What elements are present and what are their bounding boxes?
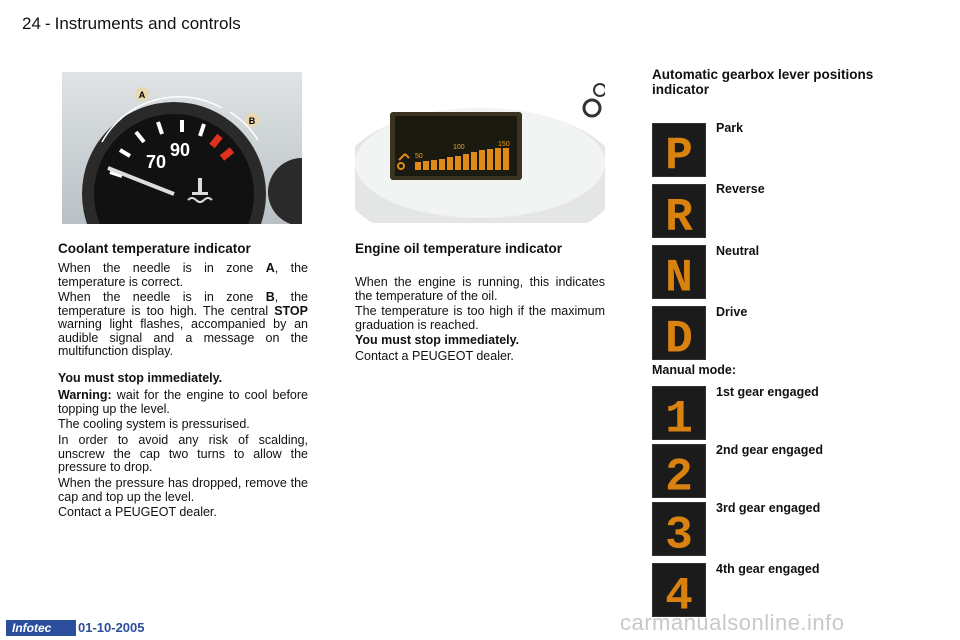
zone-a-ref: A (265, 261, 275, 275)
oil-tick-150: 150 (498, 141, 510, 148)
coolant-p2-text: When the needle is in zone (58, 290, 266, 304)
gear-label-n: Neutral (716, 244, 760, 258)
coolant-p1-end: , the temperature is correct. (58, 261, 308, 289)
gauge-tick-70: 70 (146, 152, 167, 172)
gear-label-1: 1st gear engaged (716, 385, 819, 399)
oil-tick-50: 50 (415, 153, 423, 160)
oil-gauge-illustration (355, 68, 605, 223)
coolant-p2-end: warning light flashes, accompanied by an audible signal and a message on the multifunction display. (58, 317, 308, 358)
oil-running-para: When the engine is running, this indicates the temperature of the oil. (355, 275, 605, 303)
header-separator: - (44, 14, 51, 33)
oil-stop-warning: You must stop immediately. (355, 333, 520, 347)
watermark: carmanualsonline.info (620, 610, 845, 635)
coolant-dealer-para: Contact a PEUGEOT dealer. (58, 505, 217, 519)
gear-label-r: Reverse (716, 182, 765, 196)
gear-display-1 (652, 386, 706, 440)
oil-dealer-para: Contact a PEUGEOT dealer. (355, 349, 514, 363)
page-title: Instruments and controls (54, 14, 241, 33)
oil-max-para: The temperature is too high if the maximum graduation is reached. (355, 304, 605, 332)
coolant-pressurised-note: The cooling system is pressurised. (58, 417, 250, 431)
coolant-para-zone-a (58, 262, 308, 289)
warning-label: Warning: (58, 388, 112, 402)
coolant-cap-para: When the pressure has dropped, remove the cap and top up the level. (58, 476, 308, 504)
gear-label-d: Drive (716, 305, 748, 319)
gear-label-3: 3rd gear engaged (716, 501, 821, 515)
footer-date: 01-10-2005 (78, 620, 145, 635)
gear-symbol: D (665, 313, 693, 359)
oil-tick-100: 100 (453, 144, 465, 151)
gear-symbol: R (665, 191, 693, 237)
manual-mode-label: Manual mode: (652, 363, 737, 377)
gear-label-p: Park (716, 121, 744, 135)
gear-symbol: 4 (665, 570, 693, 616)
gear-display-4 (652, 563, 706, 617)
warning-text: wait for the engine to cool before topping up the level. (58, 388, 308, 416)
oil-section-title: Engine oil temperature indicator (355, 241, 563, 256)
coolant-scalding-para: In order to avoid any risk of scalding, unscrew the cap two turns to allow the pressure to drop. (58, 433, 308, 474)
gear-display-r (652, 184, 706, 238)
page-header (22, 14, 241, 34)
coolant-p1-text: When the needle is in zone (58, 261, 266, 275)
gauge-zone-a-label: A (138, 90, 146, 100)
gear-symbol: P (665, 130, 693, 176)
gear-symbol: 3 (665, 509, 693, 555)
page-number: 24 (22, 14, 41, 33)
coolant-warning-para (58, 389, 308, 416)
coolant-p2-mid: , the temperature is too high. The central (58, 290, 308, 318)
gear-symbol: 1 (665, 393, 693, 439)
infotec-logo: Infotec (6, 620, 76, 636)
gear-display-p (652, 123, 706, 177)
gear-display-2 (652, 444, 706, 498)
gauge-zone-b-label: B (248, 116, 256, 126)
zone-b-ref: B (265, 290, 275, 304)
gear-display-3 (652, 502, 706, 556)
gear-label-4: 4th gear engaged (716, 562, 820, 576)
gear-display-n (652, 245, 706, 299)
coolant-stop-warning: You must stop immediately. (58, 371, 223, 385)
stop-warning-ref: STOP (274, 303, 308, 318)
gauge-tick-90: 90 (170, 140, 191, 160)
gear-symbol: 2 (665, 451, 693, 497)
gear-symbol: N (665, 252, 693, 298)
coolant-para-zone-b (58, 291, 308, 359)
gear-label-2: 2nd gear engaged (716, 443, 823, 457)
gearbox-section-title: Automatic gearbox lever positions indicator (652, 67, 874, 97)
gear-display-d (652, 306, 706, 360)
coolant-section-title: Coolant temperature indicator (58, 241, 251, 256)
coolant-gauge-illustration (62, 72, 302, 224)
